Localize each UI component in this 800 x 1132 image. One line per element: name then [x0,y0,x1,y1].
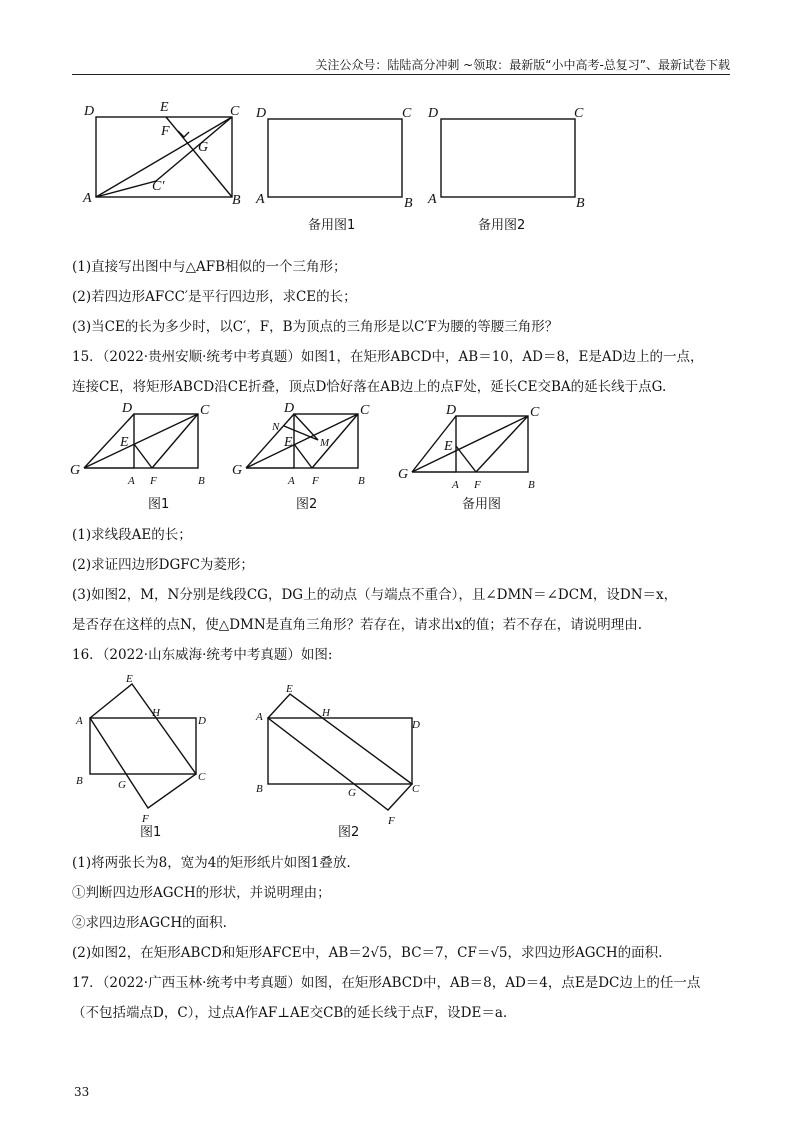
q15-spare-label-c: C [530,405,540,420]
q16-fig1-label-d: D [198,715,206,727]
q17-stem-line2: （不包括端点D，C），过点A作AF⊥AE交CB的延长线于点F，设DE＝a. [72,1005,508,1021]
q15-spare-rectangle [456,416,528,472]
q15-spare-label-d: D [446,403,457,418]
q14-spare2-label-b: B [576,196,585,211]
q16-figures [0,670,800,840]
q14-spare2-label-d: D [428,106,439,121]
q16-part2: (2)如图2，在矩形ABCD和矩形AFCE中，AB＝2√5，BC＝7，CF＝√5，求四边形AGCH的面积. [72,945,663,961]
q15-fig2-label-a: A [288,475,295,487]
q14-part2: (2)若四边形AFCC′是平行四边形，求CE的长； [72,289,357,305]
q14-part1: (1)直接写出图中与△AFB相似的一个三角形； [72,259,347,275]
q16-fig1-rect-aecf [90,684,196,808]
q15-part3-line2: 是否存在这样的点N，使△DMN是直角三角形？若存在，请求出x的值；若不存在，请说明理由. [72,617,643,633]
q16-caption-fig1: 图1 [140,825,162,840]
q15-fig1-segment-cf [152,414,198,468]
q16-fig2-label-g: G [348,787,356,799]
q15-fig2-label-m: M [320,437,330,449]
q15-fig2-label-e: E [284,435,293,450]
q15-fig1-rectangle [134,414,198,468]
q14-figures [0,95,800,235]
q14-label-g: G [198,140,209,155]
q16-fig2-rect-abcd [268,718,412,784]
q14-label-e: E [160,100,169,115]
q16-part1: (1)将两张长为8，宽为4的矩形纸片如图1叠放. [72,855,351,871]
q17-stem-line1: 17．（2022·广西玉林·统考中考真题）如图，在矩形ABCD中，AB＝8，AD＝4，点E是DC边上的任一点 [72,975,701,991]
q15-fig1-segment-ef [134,444,152,468]
q15-part2: (2)求证四边形DGFC为菱形； [72,557,254,573]
q14-label-a: A [83,191,92,206]
q16-fig2-label-c: C [412,783,420,795]
q14-spare1-label-c: C [402,106,412,121]
q15-fig2-segment-ef [294,444,312,468]
q15-spare-segment-cf [476,416,528,472]
header-rule [72,74,730,75]
q15-spare-segment-ef [456,446,476,472]
q16-fig1-label-e: E [126,673,133,685]
q14-label-d: D [84,104,95,119]
q15-caption-fig2: 图2 [296,497,318,512]
q16-fig1-label-c: C [198,771,206,783]
q15-spare-label-f: F [474,479,481,491]
q15-stem-line2: 连接CE，将矩形ABCD沿CE折叠，顶点D恰好落在AB边上的点F处，延长CE交BA的延长线于点G. [72,379,667,395]
q15-fig1-label-e: E [120,435,129,450]
q14-spare2-label-c: C [574,106,584,121]
q15-fig2-label-c: C [360,403,370,418]
q15-fig2-label-d: D [284,401,295,416]
q14-spare-rectangle-1 [268,119,402,197]
q15-spare-label-a: A [452,479,459,491]
q14-label-c-prime: C′ [152,179,165,194]
q16-fig1-label-g: G [118,779,126,791]
q16-fig1-label-f: F [142,813,149,825]
q15-fig1-label-a: A [128,475,135,487]
q14-caption-spare1: 备用图1 [308,218,356,233]
q16-fig2-label-b: B [256,783,263,795]
q15-spare-label-g: G [398,467,409,482]
q14-segment-ef [166,117,232,197]
q16-part1-b: ②求四边形AGCH的面积. [72,915,227,931]
q16-fig2-label-a: A [256,711,263,723]
q15-stem-line1: 15．（2022·贵州安顺·统考中考真题）如图1，在矩形ABCD中，AB＝10，AD＝8，E是AD边上的一点， [72,349,704,365]
q15-spare-label-b: B [528,479,535,491]
page-number: 33 [74,1085,90,1099]
q16-fig2-label-h: H [322,707,330,719]
q15-part1: (1)求线段AE的长； [72,527,192,543]
q16-fig2-label-d: D [412,719,420,731]
q16-fig1-label-b: B [76,775,83,787]
q16-fig2-label-e: E [286,683,293,695]
q15-fig2-label-b: B [358,475,365,487]
q16-fig2-rect-aecf [268,694,412,810]
q15-fig1-label-d: D [122,401,133,416]
q16-fig2-label-f: F [388,815,395,827]
q15-fig2-segment-cf [312,414,358,468]
q14-label-b: B [232,193,241,208]
q15-caption-spare: 备用图 [462,497,502,512]
q15-fig2-label-g: G [232,463,243,478]
q15-fig1-segment-gc [84,414,198,468]
q15-fig1-label-f: F [150,475,157,487]
q14-label-f: F [161,124,170,139]
q14-spare1-label-a: A [256,192,265,207]
q15-figures [0,400,800,520]
q14-spare1-label-d: D [256,106,267,121]
q16-fig1-rect-abcd [90,718,196,774]
q14-spare-rectangle-2 [441,119,575,197]
q16-fig1-label-a: A [76,715,83,727]
q15-fig2-segment-dm [294,414,318,440]
q14-caption-spare2: 备用图2 [478,218,526,233]
q15-fig1-label-c: C [200,403,210,418]
q15-part3-line1: (3)如图2，M，N分别是线段CG，DG上的动点（与端点不重合），且∠DMN＝∠DCM，设DN＝x， [72,587,678,603]
q16-stem: 16．（2022·山东威海·统考中考真题）如图: [72,647,333,663]
q15-fig2-label-f: F [312,475,319,487]
q14-spare1-label-b: B [404,196,413,211]
q16-part1-a: ①判断四边形AGCH的形状，并说明理由； [72,885,331,901]
q15-fig1-label-b: B [198,475,205,487]
q15-fig2-label-n: N [272,421,280,433]
q14-spare2-label-a: A [428,192,437,207]
page-header: 关注公众号：陆陆高分冲刺 ~领取：最新版“小中高考-总复习”、最新试卷下载 [315,58,730,72]
q15-fig1-label-g: G [70,463,81,478]
q14-part3: (3)当CE的长为多少时，以C′，F，B为顶点的三角形是以C′F为腰的等腰三角形？ [72,319,559,335]
q14-label-c: C [230,104,240,119]
q15-caption-fig1: 图1 [148,497,170,512]
q16-fig1-label-h: H [152,707,160,719]
q15-spare-label-e: E [444,439,453,454]
q16-caption-fig2: 图2 [338,825,360,840]
